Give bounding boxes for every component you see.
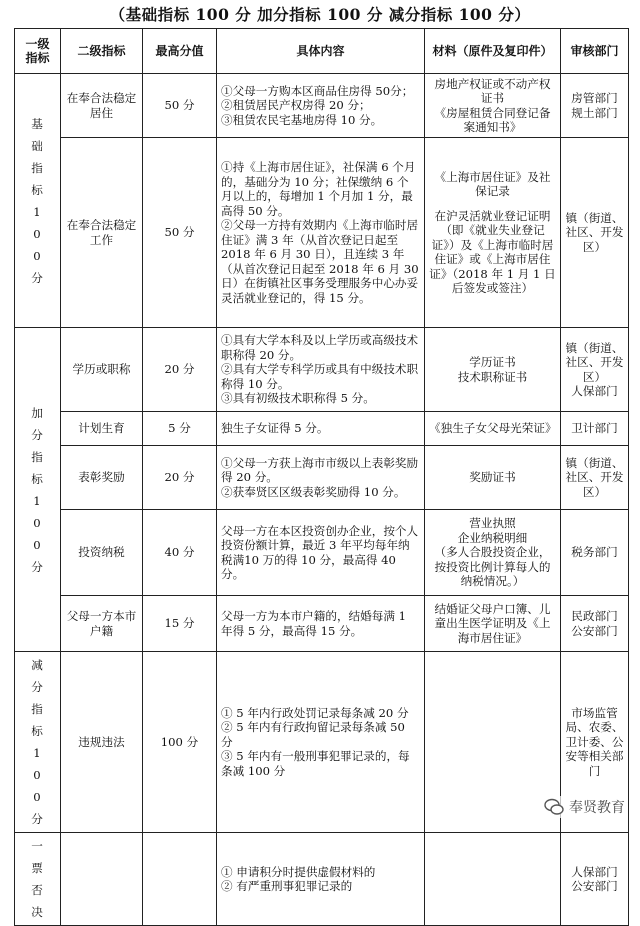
row-score [143,833,217,926]
row-materials: 奖励证书 [425,446,561,510]
table-row [15,596,629,652]
row-score: 100 分 [143,652,217,833]
header-max-score: 最高分值 [143,29,217,74]
row-materials: 《上海市居住证》及社保记录 在沪灵活就业登记证明（即《就业失业登记证》）及《上海市临时居住证》或《上海市居住证》（2018 年 1 月 1 日后签发或签注） [425,138,561,328]
row-name: 学历或职称 [61,328,143,412]
row-name: 计划生育 [61,412,143,446]
header-content: 具体内容 [217,29,425,74]
row-name: 表彰奖励 [61,446,143,510]
row-materials [425,833,561,926]
group-deduct: 减分指标100分 [15,652,61,833]
row-dept: 税务部门 [561,510,629,596]
row-materials: 营业执照 企业纳税明细 （多人合股投资企业，按投资比例计算每人的纳税情况。） [425,510,561,596]
row-score: 40 分 [143,510,217,596]
table-row [15,138,629,328]
row-name: 父母一方本市户籍 [61,596,143,652]
row-name: 违规违法 [61,652,143,833]
row-materials: 学历证书 技术职称证书 [425,328,561,412]
row-name: 投资纳税 [61,510,143,596]
row-score: 20 分 [143,446,217,510]
row-dept: 卫计部门 [561,412,629,446]
row-score: 20 分 [143,328,217,412]
row-dept: 镇（街道、社区、开发区） [561,138,629,328]
row-name: 在奉合法稳定工作 [61,138,143,328]
row-materials: 房地产权证或不动产权证书 《房屋租赁合同登记备案通知书》 [425,74,561,138]
row-score: 50 分 [143,138,217,328]
table-row [15,328,629,412]
watermark-text: 奉贤教育 [569,800,625,816]
group-veto: 一票否决 [15,833,61,926]
row-dept: 民政部门 公安部门 [561,596,629,652]
row-content: ①具有大学本科及以上学历或高级技术职称得 20 分。 ②具有大学专科学历或具有中级技术职称得 10 分。 ③具有初级技术职称得 5 分。 [217,328,425,412]
row-name [61,833,143,926]
group-basic: 基础指标100分 [15,74,61,328]
points-table [14,28,629,926]
row-dept: 镇（街道、社区、开发区） 人保部门 [561,328,629,412]
table-row [15,446,629,510]
row-content: ①父母一方购本区商品住房得 50分； ②租赁居民产权房得 20 分； ③租赁农民宅基地房得 10 分。 [217,74,425,138]
table-row [15,833,629,926]
row-dept: 人保部门 公安部门 [561,833,629,926]
wechat-icon [544,797,564,817]
watermark [541,796,628,818]
row-dept: 市场监管局、农委、卫计委、公安等相关部门 [561,652,629,833]
row-materials: 结婚证父母户口簿、儿童出生医学证明及《上海市居住证》 [425,596,561,652]
row-content: 父母一方在本区投资创办企业，按个人投资份额计算，最近 3 年平均每年纳税满10 万的得 10 分，最高得 40 分。 [217,510,425,596]
row-score: 15 分 [143,596,217,652]
table-row [15,510,629,596]
row-content: ① 申请积分时提供虚假材料的 ② 有严重刑事犯罪记录的 [217,833,425,926]
header-dept: 审核部门 [561,29,629,74]
header-level1: 一级 指标 [15,29,61,74]
row-materials: 《独生子女父母光荣证》 [425,412,561,446]
row-score: 50 分 [143,74,217,138]
row-content: ①持《上海市居住证》，社保满 6 个月的，基础分为 10 分；社保缴纳 6 个月以上的，每增加 1 个月加 1 分，最高得 50 分。 ②父母一方持有效期内《上海市临时居住证》满 3 年（从首次登记日起至 2018 年 6 月 30 日），且连续 3 年（从首次登记日起至 2018 年 6 月 30 日）在街镇社区事务受理服务中心办妥灵活就业登记的，得 15 分。 [217,138,425,328]
header-row [15,29,629,74]
group-bonus: 加分指标100分 [15,328,61,652]
row-content: ①父母一方获上海市市级以上表彰奖励得 20 分。 ②获奉贤区区级表彰奖励得 10 分。 [217,446,425,510]
table-row [15,652,629,833]
row-dept: 镇（街道、社区、开发区） [561,446,629,510]
header-level2: 二级指标 [61,29,143,74]
table-row [15,74,629,138]
row-dept: 房管部门 规土部门 [561,74,629,138]
row-content: 独生子女证得 5 分。 [217,412,425,446]
row-name: 在奉合法稳定居住 [61,74,143,138]
header-materials: 材料（原件及复印件） [425,29,561,74]
row-content: 父母一方为本市户籍的，结婚每满 1 年得 5 分，最高得 15 分。 [217,596,425,652]
document-title: （基础指标 100 分 加分指标 100 分 减分指标 100 分） [109,5,531,24]
row-content: ① 5 年内行政处罚记录每条减 20 分 ② 5 年内有行政拘留记录每条减 50 分 ③ 5 年内有一般刑事犯罪记录的，每条减 100 分 [217,652,425,833]
row-score: 5 分 [143,412,217,446]
table-row [15,412,629,446]
